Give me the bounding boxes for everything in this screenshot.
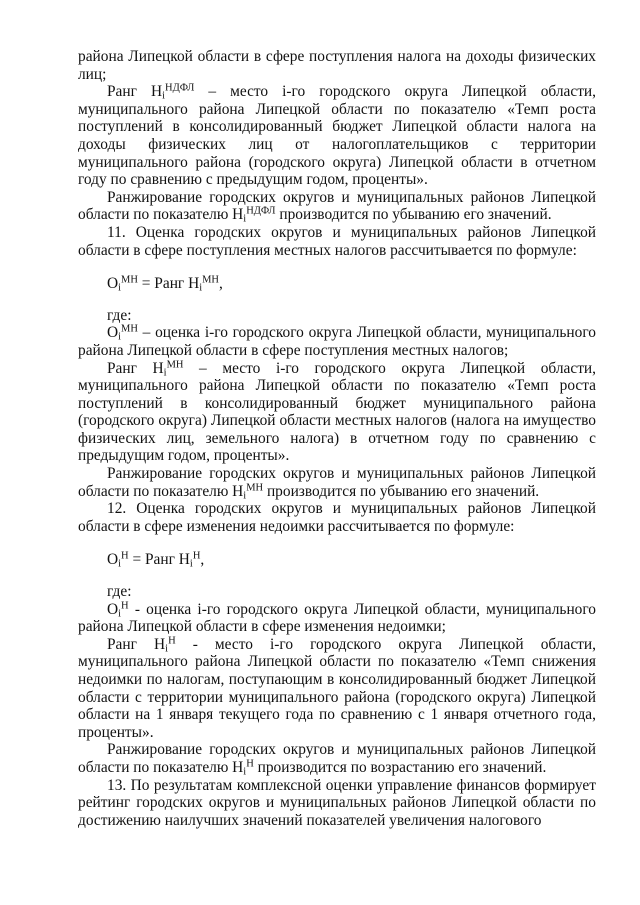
paragraph-ranking-arrears: Ранжирование городских округов и муниципальных районов Липецкой области по показателю $Н_i^Н$ производится по возрастанию его значений. <box>78 741 596 778</box>
document-page <box>78 48 596 829</box>
paragraph-ranking-ndfl: Ранжирование городских округов и муниципальных районов Липецкой области по показателю $Н_i^{НДФЛ}$ производится по убыванию его значений. <box>78 188 596 225</box>
paragraph-rank-arrears: Ранг $Н_i^Н$ - место i-го городского округа Липецкой области, муниципального района Липецкой области по показателю «Темп снижения недоимки по налогам, поступающим в консолидированный бюджет Липецкой области с территории муниципального района (городского округа) Липецкой области на 1 января текущего года по сравнению с 1 января отчетного года, проценты». <box>78 635 596 741</box>
where-label-2: где: <box>107 583 132 601</box>
paragraph-estimate-arrears: $О_i^Н$ - оценка i-го городского округа Липецкой области, муниципального района Липецкой области в сфере изменения недоимки; <box>78 599 596 636</box>
paragraph-item-11: 11. Оценка городских округов и муниципальных районов Липецкой области в сфере поступления местных налогов рассчитывается по формуле: <box>78 223 596 259</box>
paragraph-item-12: 12. Оценка городских округов и муниципальных районов Липецкой области в сфере изменения недоимки рассчитывается по формуле: <box>78 500 596 535</box>
paragraph-estimate-local-taxes: $О_i^{МН}$ – оценка i-го городского округа Липецкой области, муниципального района Липецкой области в сфере поступления местных налогов; <box>78 323 596 359</box>
paragraph-rank-ndfl: Ранг $Н_i^{НДФЛ}$ – место i-го городского округа Липецкой области, муниципального района Липецкой области по показателю «Темп роста поступлений в консолидированный бюджет Липецкой области налога на доходы физических лиц от налогоплательщиков с территории муниципального района (городского округа) Липецкой области в отчетном году по сравнению с предыдущим годом, проценты». <box>78 82 597 189</box>
formula-arrears: $О_i^Н$ = Ранг $Н_i^Н$, <box>107 550 205 571</box>
paragraph-ranking-local-taxes: Ранжирование городских округов и муниципальных районов Липецкой области по показателю $Н_i^{МН}$ производится по убыванию его значений. <box>78 465 596 502</box>
paragraph-rank-local-taxes: Ранг $Н_i^{МН}$ – место i-го городского округа Липецкой области, муниципального района Липецкой области по показателю «Темп роста поступлений в консолидированный бюджет муниципального района (городского округа) Липецкой области местных налогов (налога на имущество физических лиц, земельного налога) в отчетном году по сравнению с предыдущим годом, проценты». <box>78 358 596 465</box>
paragraph-item-13: 13. По результатам комплексной оценки управление финансов формирует рейтинг городских округов и муниципальных районов Липецкой области по достижению наилучших значений показателей увеличения налогового <box>78 776 596 829</box>
formula-local-taxes: $О_i^{МН}$ = Ранг $Н_i^{МН}$, <box>107 274 223 294</box>
where-label-1: где: <box>107 306 132 324</box>
paragraph-ndfl-end: района Липецкой области в сфере поступления налога на доходы физических лиц; <box>78 48 596 83</box>
